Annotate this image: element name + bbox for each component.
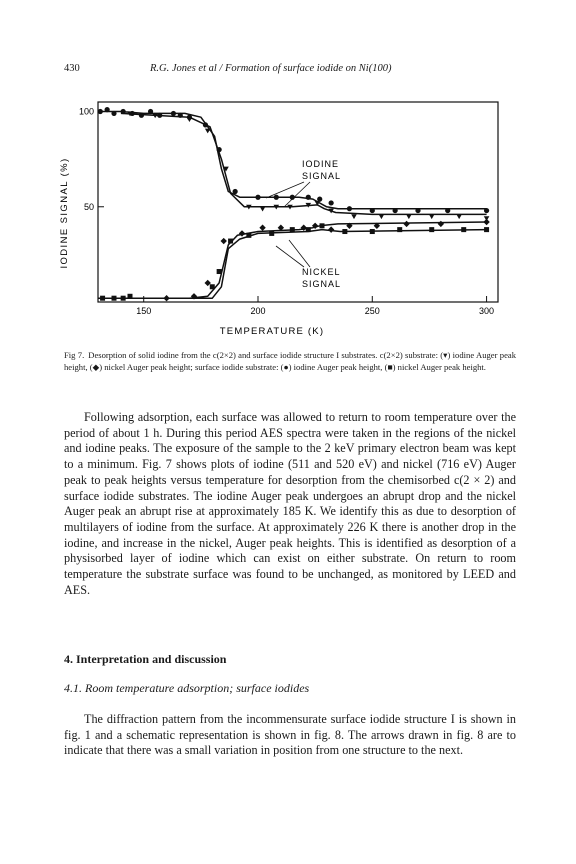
nickel-point-surface-iodide xyxy=(217,269,222,274)
iodine-point-surface-iodide xyxy=(139,113,144,118)
iodine-point-surface-iodide xyxy=(111,111,116,116)
iodine-point-surface-iodide xyxy=(306,195,311,200)
paragraph-diffraction xyxy=(64,712,516,759)
x-tick-label: 250 xyxy=(364,306,380,316)
x-tick-label: 200 xyxy=(250,306,266,316)
axis-ticks xyxy=(79,107,494,316)
nickel-point-c2x2 xyxy=(239,230,245,236)
fit-curve xyxy=(98,222,487,298)
nickel-point-surface-iodide xyxy=(210,284,215,289)
iodine-point-surface-iodide xyxy=(484,208,489,213)
nickel-point-surface-iodide xyxy=(121,296,126,301)
x-tick-label: 300 xyxy=(479,306,495,316)
data-markers xyxy=(98,107,490,301)
nickel-point-surface-iodide xyxy=(429,227,434,232)
iodine-point-surface-iodide xyxy=(233,189,238,194)
iodine-point-c2x2 xyxy=(429,214,435,219)
nickel-pointer-2 xyxy=(289,240,310,267)
y-tick-label: 100 xyxy=(78,106,94,117)
iodine-point-surface-iodide xyxy=(178,113,183,118)
iodine-point-surface-iodide xyxy=(157,113,162,118)
nickel-point-surface-iodide xyxy=(290,227,295,232)
running-title: R.G. Jones et al / Formation of surface iodide on Ni(100) xyxy=(150,63,392,74)
fit-curve xyxy=(98,112,487,209)
nickel-point-c2x2 xyxy=(259,225,265,231)
iodine-point-surface-iodide xyxy=(121,109,126,114)
nickel-point-surface-iodide xyxy=(128,294,133,299)
nickel-point-surface-iodide xyxy=(228,239,233,244)
plot-border xyxy=(98,102,498,302)
iodine-point-surface-iodide xyxy=(255,195,260,200)
nickel-point-surface-iodide xyxy=(461,227,466,232)
iodine-point-c2x2 xyxy=(351,214,357,219)
plot-frame xyxy=(98,102,498,302)
paragraph-2-text: The diffraction pattern from the incommensurate surface iodide structure I is shown in fig. 1 and a schematic representation is shown in fig. 8. The arrows drawn in fig. 8 are to indicate that there was a small variation in position from one structure to the next. xyxy=(64,712,516,758)
subsection-heading: 4.1. Room temperature adsorption; surface iodides xyxy=(64,681,310,695)
iodine-point-surface-iodide xyxy=(445,208,450,213)
iodine-point-surface-iodide xyxy=(347,206,352,211)
iodine-point-c2x2 xyxy=(205,129,211,134)
iodine-point-c2x2 xyxy=(187,117,193,122)
section-heading: 4. Interpretation and discussion xyxy=(64,652,227,666)
iodine-signal-label-2: SIGNAL xyxy=(302,171,342,181)
y-axis-label: IODINE SIGNAL (%) xyxy=(59,157,70,269)
iodine-point-c2x2 xyxy=(406,214,412,219)
caption-text: Desorption of solid iodine from the c(2×2) and surface iodide structure I substrates. c(2×2) substrate: (▾) iodine Auger peak height, (◆) nickel Auger peak height; surface iodide substrate: (●) iodine Auger peak height, (■) nickel Auger peak height. xyxy=(64,350,516,372)
paragraph-1-text: Following adsorption, each surface was allowed to return to room temperature over the period of about 1 h. During this period AES spectra were taken in the regions of the nickel and iodine peaks. The exposure of the sample to the 2 keV primary electron beam was kept to a minimum. Fig. 7 shows plots of iodine (511 and 520 eV) and nickel (716 eV) Auger peak to peak heights versus temperature for desorption from the chemisorbed c(2 × 2) and surface iodide substrates. The iodine Auger peak undergoes an abrupt drop and the nickel Auger peak an abrupt rise at approximately 185 K. We identify this as due to desorption of multilayers of iodine from the surface. At approximately 226 K there is another drop in the iodine, and increase in the nickel, Auger peak heights. This is identified as desorption of a physisorbed layer of iodine which can exist on either substrate. On return to room temperature the substrate surface was found to be unchanged, as monitored by LEED and AES. xyxy=(64,410,516,597)
iodine-point-surface-iodide xyxy=(393,208,398,213)
nickel-signal-label: NICKEL xyxy=(302,267,341,277)
caption-lead: Fig 7. xyxy=(64,350,85,360)
paragraph-desorption xyxy=(64,410,516,598)
iodine-point-surface-iodide xyxy=(105,107,110,112)
iodine-point-surface-iodide xyxy=(217,147,222,152)
iodine-point-surface-iodide xyxy=(203,122,208,127)
nickel-point-surface-iodide xyxy=(306,227,311,232)
nickel-point-c2x2 xyxy=(221,238,227,244)
nickel-point-surface-iodide xyxy=(397,227,402,232)
page-number: 430 xyxy=(64,63,80,74)
iodine-point-surface-iodide xyxy=(329,200,334,205)
nickel-signal-label-2: SIGNAL xyxy=(302,279,342,289)
y-tick-label: 50 xyxy=(83,201,94,212)
nickel-point-surface-iodide xyxy=(342,229,347,234)
figure-7-chart xyxy=(40,88,510,346)
x-axis-label: TEMPERATURE (K) xyxy=(219,326,325,337)
nickel-point-surface-iodide xyxy=(370,229,375,234)
nickel-point-c2x2 xyxy=(403,221,409,227)
nickel-point-surface-iodide xyxy=(100,296,105,301)
nickel-point-c2x2 xyxy=(483,219,489,225)
iodine-pointer-1 xyxy=(266,182,304,198)
iodine-point-surface-iodide xyxy=(415,208,420,213)
iodine-signal-label: IODINE xyxy=(302,159,340,169)
nickel-point-surface-iodide xyxy=(112,296,117,301)
nickel-point-c2x2 xyxy=(328,226,334,232)
figure-caption xyxy=(64,349,516,373)
iodine-point-surface-iodide xyxy=(370,208,375,213)
nickel-pointer-1 xyxy=(276,246,304,267)
nickel-point-surface-iodide xyxy=(269,231,274,236)
page-header xyxy=(64,63,504,77)
nickel-point-c2x2 xyxy=(438,221,444,227)
x-tick-label: 150 xyxy=(136,306,152,316)
iodine-point-c2x2 xyxy=(456,214,462,219)
nickel-point-surface-iodide xyxy=(246,233,251,238)
nickel-point-surface-iodide xyxy=(484,227,489,232)
nickel-point-c2x2 xyxy=(163,295,169,301)
iodine-point-surface-iodide xyxy=(274,195,279,200)
iodine-point-surface-iodide xyxy=(171,111,176,116)
nickel-point-surface-iodide xyxy=(320,223,325,228)
iodine-point-c2x2 xyxy=(260,207,266,212)
iodine-point-c2x2 xyxy=(379,214,385,219)
